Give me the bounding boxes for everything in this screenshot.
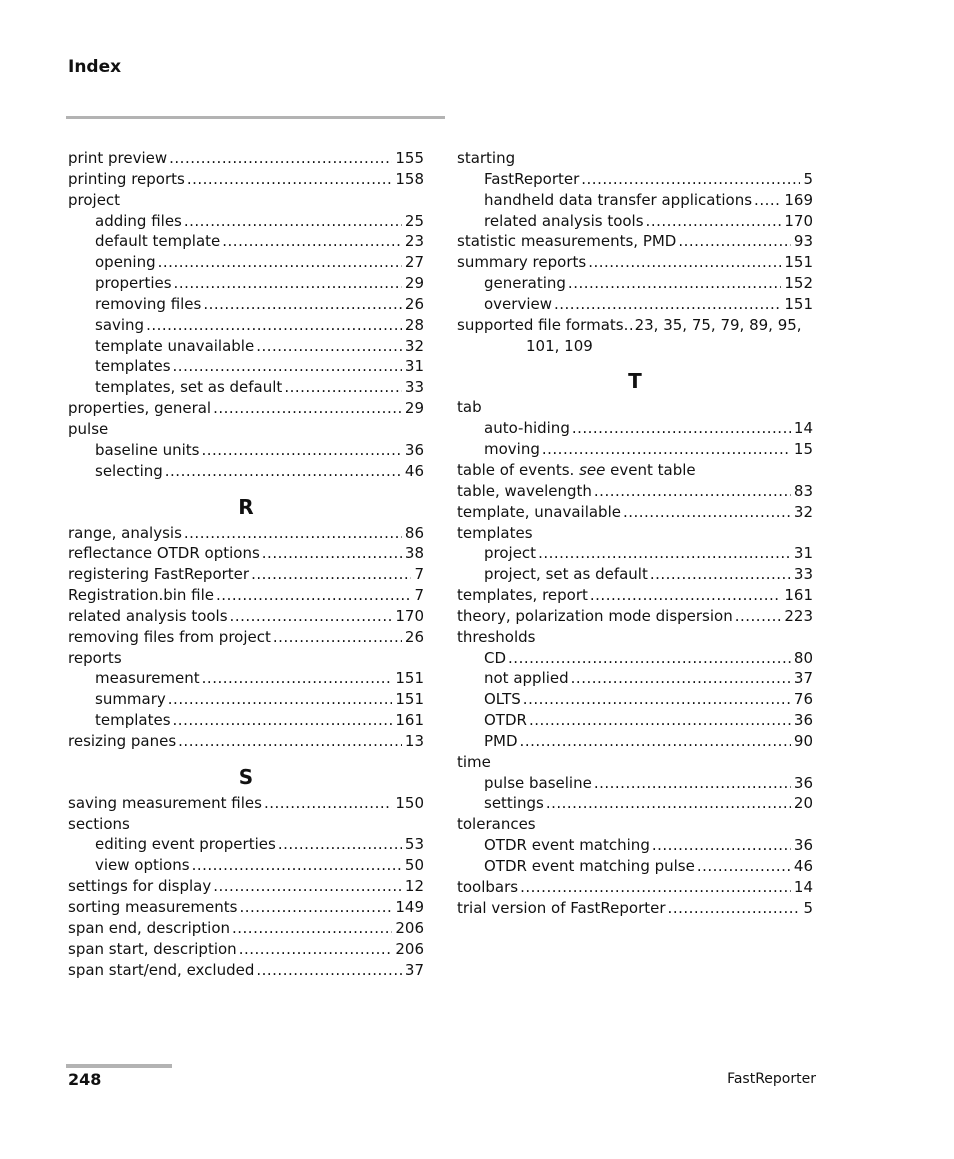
index-term: removing files from project [68, 627, 271, 646]
index-entry [68, 876, 424, 897]
index-pages: 206 [395, 939, 424, 958]
index-term: tab [457, 398, 482, 417]
index-entry [457, 315, 813, 336]
index-entry [68, 918, 424, 939]
index-pages: 86 [404, 523, 424, 542]
index-subentry [68, 294, 424, 315]
index-entry [457, 460, 813, 481]
index-entry [457, 814, 813, 835]
index-term: default template [95, 232, 221, 251]
index-pages: 27 [404, 253, 424, 272]
index-pages: 14 [793, 419, 813, 438]
index-entry [68, 585, 424, 606]
index-pages: 31 [793, 544, 813, 563]
index-entry [68, 523, 424, 544]
index-pages: 46 [404, 461, 424, 480]
index-term: auto-hiding [484, 419, 570, 438]
index-term: opening [95, 253, 156, 272]
index-pages: 93 [793, 232, 813, 251]
index-pages: 33 [793, 565, 813, 584]
index-entry [68, 939, 424, 960]
index-pages: 5 [803, 169, 813, 188]
index-entry [457, 481, 813, 502]
index-pages: 5 [803, 898, 813, 917]
index-subentry [457, 835, 813, 856]
index-term: handheld data transfer applications [484, 190, 753, 209]
index-term: overview [484, 294, 552, 313]
index-term: summary [95, 690, 166, 709]
index-entry [68, 648, 424, 669]
index-term: FastReporter [484, 169, 580, 188]
index-subentry [68, 336, 424, 357]
index-subentry [68, 855, 424, 876]
index-column-right [457, 148, 813, 919]
index-pages: 23 [404, 232, 424, 251]
index-pages: 13 [404, 731, 424, 750]
index-term: printing reports [68, 169, 185, 188]
index-subentry [68, 689, 424, 710]
index-entry [457, 627, 813, 648]
index-entry [457, 523, 813, 544]
index-term: sorting measurements [68, 898, 238, 916]
index-term: removing files [95, 294, 202, 313]
index-term: properties, general [68, 399, 212, 418]
index-subentry [68, 315, 424, 336]
index-pages-continued: 101, 109 [526, 336, 593, 355]
index-term: project [484, 544, 537, 563]
index-entry [68, 419, 424, 440]
index-term: project [68, 190, 121, 209]
index-entry [457, 585, 813, 606]
index-term: baseline units [95, 440, 200, 459]
index-entry [457, 252, 813, 273]
index-subentry [457, 439, 813, 460]
index-pages: 150 [395, 793, 424, 812]
index-term: reflectance OTDR options [68, 544, 260, 563]
index-pages: 46 [793, 857, 813, 875]
index-term: templates [95, 711, 171, 730]
index-pages: 36 [793, 836, 813, 855]
index-pages: 170 [784, 211, 813, 230]
index-pages: 25 [404, 211, 424, 230]
index-term: thresholds [457, 627, 536, 646]
index-pages: 90 [793, 731, 813, 750]
index-entry [457, 606, 813, 627]
index-pages: 26 [404, 627, 424, 646]
index-term: selecting [95, 461, 163, 480]
section-letter-t: T [628, 369, 642, 394]
index-term: sections [68, 814, 130, 833]
index-pages: 33 [404, 378, 424, 397]
index-pages: 223 [784, 606, 813, 625]
index-pages: 20 [793, 794, 813, 813]
index-term: pulse baseline [484, 773, 592, 792]
index-pages: 14 [793, 877, 813, 896]
index-entry [68, 793, 424, 814]
index-pages: 206 [395, 918, 424, 937]
index-pages: 83 [793, 481, 813, 500]
index-pages: 169 [784, 190, 813, 209]
index-entry [457, 148, 813, 169]
index-subentry [68, 273, 424, 294]
index-pages: 28 [404, 315, 424, 334]
index-pages: 36 [404, 440, 424, 459]
index-pages: 151 [395, 669, 424, 688]
index-pages: 31 [404, 357, 424, 376]
index-subentry [457, 211, 813, 232]
index-subentry [457, 710, 813, 731]
see-target: event table [610, 460, 696, 479]
index-term: view options [95, 856, 190, 875]
index-term: tolerances [457, 815, 536, 834]
index-term: span end, description [68, 918, 230, 937]
index-entry [68, 148, 424, 169]
section-letter-s: S [238, 764, 254, 789]
index-pages: 170 [395, 606, 424, 625]
index-entry [457, 397, 813, 418]
index-pages: 36 [793, 773, 813, 792]
index-subentry [457, 294, 813, 315]
index-subentry [457, 648, 813, 669]
index-term: time [457, 752, 491, 771]
index-subentry [68, 668, 424, 689]
index-entry [68, 627, 424, 648]
index-subentry [68, 461, 424, 482]
index-pages: 151 [784, 253, 813, 272]
index-entry [457, 877, 813, 898]
index-term: saving measurement files [68, 793, 262, 812]
index-entry [68, 814, 424, 835]
index-pages: 26 [404, 294, 424, 313]
page-number: 248 [68, 1070, 102, 1089]
index-subentry [457, 731, 813, 752]
index-subentry [68, 252, 424, 273]
index-subentry [457, 273, 813, 294]
index-pages: 38 [404, 544, 424, 563]
index-subentry [457, 169, 813, 190]
index-pages: 37 [404, 960, 424, 979]
index-entry [457, 752, 813, 773]
index-term: moving [484, 440, 540, 459]
index-term: measurement [95, 669, 200, 688]
index-term: range, analysis [68, 523, 182, 542]
index-column-left [68, 148, 424, 980]
index-pages: 29 [404, 274, 424, 293]
index-entry [68, 731, 424, 752]
index-term: resizing panes [68, 731, 177, 750]
index-pages: 32 [404, 336, 424, 355]
index-term: table, wavelength [457, 481, 592, 500]
index-pages: 50 [404, 856, 424, 875]
index-subentry [68, 440, 424, 461]
index-term: template unavailable [95, 336, 255, 355]
index-subentry [457, 190, 813, 211]
index-entry [68, 606, 424, 627]
index-term: OTDR [484, 711, 527, 730]
index-entry [457, 898, 813, 919]
index-subentry [68, 356, 424, 377]
index-pages: 158 [395, 169, 424, 188]
product-name: FastReporter [727, 1071, 816, 1087]
index-term: project, set as default [484, 565, 648, 584]
index-pages: 7 [414, 565, 424, 584]
index-term: pulse [68, 419, 109, 438]
index-pages: 32 [793, 502, 813, 521]
index-entry [68, 190, 424, 211]
index-term: adding files [95, 211, 182, 230]
index-term: OLTS [484, 690, 521, 709]
index-term: starting [457, 149, 516, 167]
index-pages: 23, 35, 75, 79, 89, 95, [634, 315, 802, 334]
index-term: CD [484, 648, 507, 667]
index-pages: 53 [404, 835, 424, 854]
index-term: templates, report [457, 586, 588, 605]
index-subentry [68, 211, 424, 232]
index-entry [68, 960, 424, 981]
section-letter-r: R [238, 494, 254, 519]
index-pages: 149 [395, 898, 424, 916]
index-term: templates [457, 523, 533, 542]
index-term: table of events. [457, 460, 575, 479]
index-term: templates, set as default [95, 378, 283, 397]
index-subentry [68, 377, 424, 398]
index-pages: 76 [793, 690, 813, 709]
index-term: saving [95, 315, 145, 334]
index-term: template, unavailable [457, 502, 621, 521]
index-term: PMD [484, 731, 518, 750]
header-rule [66, 116, 445, 119]
footer-rule [66, 1064, 172, 1068]
index-term: OTDR event matching pulse [484, 857, 695, 875]
index-term: theory, polarization mode dispersion [457, 606, 733, 625]
index-pages: 161 [784, 586, 813, 605]
index-term: print preview [68, 149, 168, 167]
index-term: trial version of FastReporter [457, 898, 666, 917]
index-pages: 151 [784, 294, 813, 313]
index-subentry [457, 793, 813, 814]
index-subentry [68, 710, 424, 731]
page-header-title: Index [68, 57, 122, 77]
index-pages: 37 [793, 669, 813, 688]
index-term: not applied [484, 669, 569, 688]
index-pages: 152 [784, 274, 813, 293]
index-pages: 80 [793, 648, 813, 667]
index-term: OTDR event matching [484, 836, 650, 855]
index-pages: 36 [793, 711, 813, 730]
index-subentry [457, 418, 813, 439]
index-entry [68, 398, 424, 419]
index-subentry [457, 543, 813, 564]
index-term: related analysis tools [68, 606, 228, 625]
index-term: generating [484, 274, 566, 293]
index-term: statistic measurements, PMD [457, 232, 677, 251]
index-entry [68, 169, 424, 190]
index-term: span start, description [68, 939, 237, 958]
index-subentry [68, 231, 424, 252]
index-term: settings for display [68, 877, 212, 896]
index-subentry [457, 668, 813, 689]
index-subentry [457, 689, 813, 710]
index-term: settings [484, 794, 544, 813]
index-entry [457, 502, 813, 523]
index-term: related analysis tools [484, 211, 644, 230]
index-entry [68, 564, 424, 585]
index-term: toolbars [457, 877, 519, 896]
index-term: registering FastReporter [68, 565, 250, 584]
index-subentry [68, 834, 424, 855]
index-entry [457, 231, 813, 252]
index-term: properties [95, 274, 172, 293]
index-term: templates [95, 357, 171, 376]
index-subentry [457, 773, 813, 794]
index-term: summary reports [457, 253, 587, 272]
see-reference: see [579, 460, 606, 479]
index-entry [68, 897, 424, 918]
index-pages: 7 [414, 586, 424, 605]
index-pages: 155 [395, 149, 424, 167]
index-pages: 12 [404, 877, 424, 896]
index-pages: 151 [395, 690, 424, 709]
index-pages: 15 [793, 440, 813, 459]
index-subentry [457, 564, 813, 585]
index-term: Registration.bin file [68, 586, 215, 605]
index-term: reports [68, 648, 122, 667]
index-term: editing event properties [95, 835, 276, 854]
index-entry [68, 543, 424, 564]
index-pages: 29 [404, 399, 424, 418]
index-pages: 161 [395, 711, 424, 730]
index-term: supported file formats [457, 315, 624, 334]
index-term: span start/end, excluded [68, 960, 255, 979]
index-subentry [457, 856, 813, 877]
